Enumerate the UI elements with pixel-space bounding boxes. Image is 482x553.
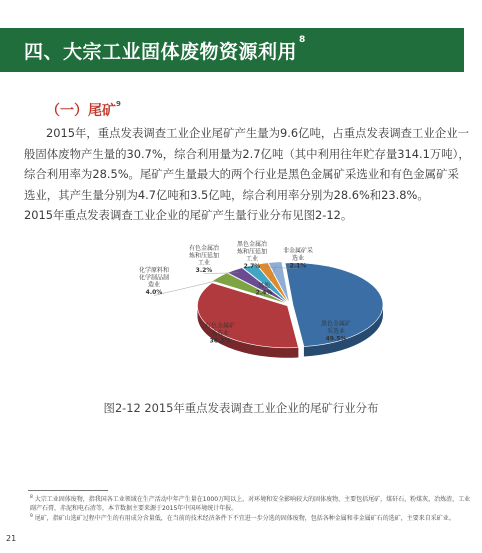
slice-category-label: 有色金属冶	[188, 244, 220, 252]
slice-value-label: 2.1%	[289, 262, 307, 270]
tailings-pie-chart	[120, 240, 450, 385]
slice-category-label: 有色金属矿	[204, 322, 236, 330]
slice-category-label: 化学制品制	[138, 274, 170, 282]
figure-caption: 图2-12 2015年重点发表调查工业企业的尾矿行业分布	[103, 401, 379, 415]
slice-value-label: 2.4%	[255, 289, 273, 297]
page-number: 21	[6, 534, 17, 543]
slice-category-label: 造业	[147, 281, 161, 289]
footnote-ref-9[interactable]: 9	[116, 100, 121, 108]
slice-category-label: 黑色金属矿	[320, 320, 352, 328]
slice-category-label: 采选业	[210, 330, 230, 337]
body-text	[24, 123, 470, 226]
slice-value-label: 49.5%	[325, 335, 347, 343]
section-heading: （一）尾矿$^9$	[46, 100, 121, 119]
paragraph: 2015年重点发表调查工业企业的尾矿产生量行业分布见图2-12。	[24, 208, 353, 223]
footnote-ref-8[interactable]: 8	[299, 35, 306, 45]
slice-value-label: 36.2%	[209, 337, 231, 345]
slice-category-label: 黑色金属冶	[236, 240, 268, 248]
chapter-title: 四、大宗工业固体废物资源利用$^8$	[24, 35, 306, 63]
slice-value-label: 4.0%	[145, 289, 163, 297]
slice-category-label: 采选业	[326, 328, 346, 335]
slice-value-label: 2.7%	[243, 263, 261, 271]
slice-category-label: 炼和压延加	[236, 248, 268, 256]
footnote-divider	[28, 490, 108, 491]
slice-category-label: 炼和压延加	[188, 252, 220, 260]
footnotes	[30, 494, 472, 524]
slice-category-label: 选业	[291, 255, 305, 262]
paragraph: 2015年，重点发表调查工业企业尾矿产生量为9.6亿吨，占重点发表调查工业企业一般固体废物产生量的30.7%，综合利用量为2.7亿吨（其中利用往年贮存量314.1万吨），综合利用率为28.5%。尾矿产生量最大的两个行业是黑色金属矿采选业和有色金属矿采选业，其产生量分别为4.7亿吨和3.5亿吨，综合利用率分别为28.6%和23.8%。	[24, 126, 470, 202]
slice-value-label: 3.2%	[195, 267, 213, 275]
slice-category-label: 其他	[257, 282, 271, 290]
slice-category-label: 工业	[245, 255, 259, 263]
slice-category-label: 工业	[197, 259, 211, 267]
slice-category-label: 化学原料和	[138, 266, 170, 274]
slice-category-label: 非金属矿采	[282, 247, 314, 255]
footnote-8: $^8$ 大宗工业固体废物，指我国各工业领域在生产活动中年产生量在1000万吨以上，对环境和安全影响较大的固体废物，主要包括尾矿，煤矸石，粉煤灰，冶炼渣，工业副产石膏，赤泥和电石渣等，本节数据主要来源于2015年中国环境统计年报。	[30, 495, 471, 512]
footnote-9: $^9$ 尾矿，指矿山选矿过程中产生的有用成分含量低，在当前的技术经济条件下不宜进一步分选的固体废物，包括各种金属和非金属矿石的选矿，主要来自采矿业。	[30, 514, 455, 523]
chapter-banner	[0, 28, 464, 72]
